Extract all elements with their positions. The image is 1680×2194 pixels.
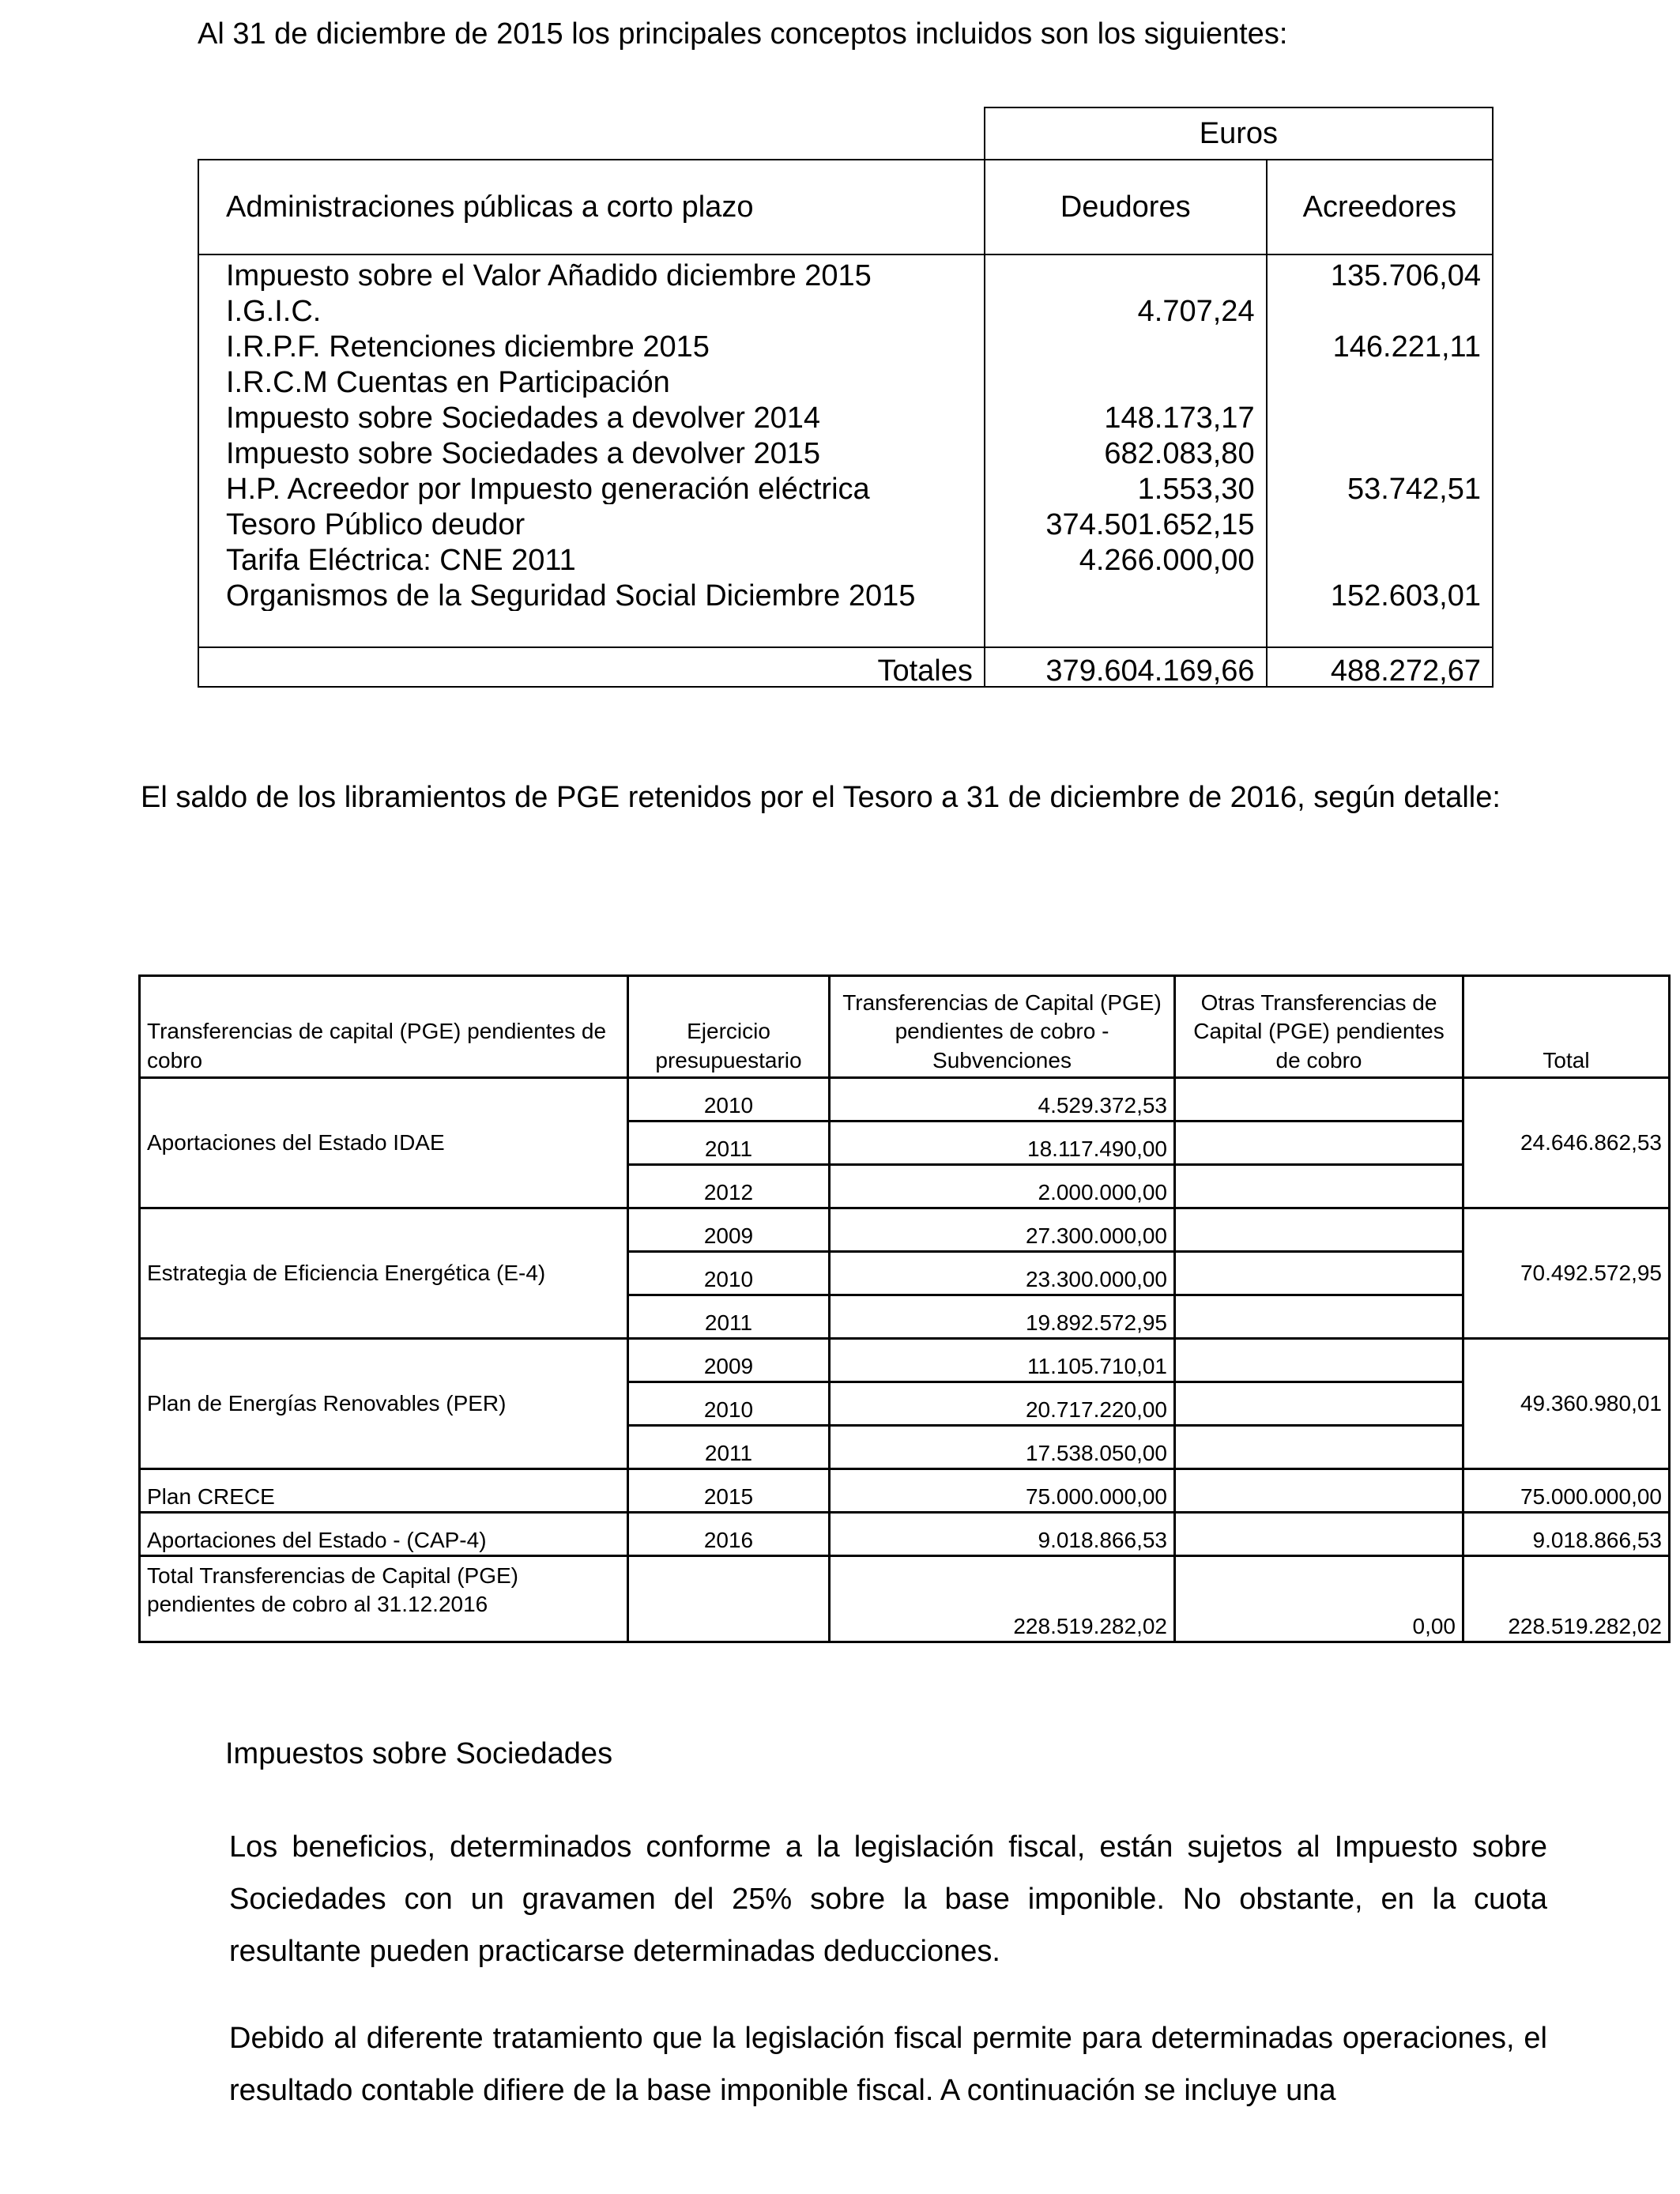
subsidy-amount: 17.538.050,00 xyxy=(830,1426,1175,1469)
group-concept: Plan de Energías Renovables (PER) xyxy=(140,1339,628,1469)
other-transfer-amount xyxy=(1175,1382,1463,1426)
table1-cell-concept: I.R.P.F. Retenciones diciembre 2015 xyxy=(198,326,985,362)
table1-cell-concept: Impuesto sobre Sociedades a devolver 2015 xyxy=(198,433,985,469)
table1-cell-debit xyxy=(985,575,1267,611)
table1-cell-credit: 135.706,04 xyxy=(1267,254,1493,291)
budget-year: 2012 xyxy=(628,1165,830,1208)
other-transfer-amount xyxy=(1175,1469,1463,1513)
table1-cell-debit: 1.553,30 xyxy=(985,469,1267,504)
table1-currency-header-row xyxy=(198,107,1493,160)
table1-cell-concept: Impuesto sobre el Valor Añadido diciembre 2015 xyxy=(198,254,985,291)
table2-row xyxy=(140,1078,1670,1122)
table1-cell-debit xyxy=(985,326,1267,362)
table1-row xyxy=(198,611,1493,647)
table1-cell-concept: I.G.I.C. xyxy=(198,291,985,326)
column-header-concept: Administraciones públicas a corto plazo xyxy=(198,160,985,254)
table1-cell-concept: Impuesto sobre Sociedades a devolver 2014 xyxy=(198,398,985,433)
table1-row xyxy=(198,575,1493,611)
paragraph-2: Debido al diferente tratamiento que la legislación fiscal permite para determinadas operaciones, el resultado contable difiere de la base imponible fiscal. A continuación se incluye una xyxy=(229,2022,1547,2107)
table1-cell-concept: I.R.C.M Cuentas en Participación xyxy=(198,362,985,398)
table1-cell-credit xyxy=(1267,398,1493,433)
group-total: 49.360.980,01 xyxy=(1463,1339,1670,1469)
public-administrations-table xyxy=(198,107,1494,688)
subsidy-amount: 11.105.710,01 xyxy=(830,1339,1175,1382)
budget-year: 2011 xyxy=(628,1426,830,1469)
table1-row xyxy=(198,254,1493,291)
totals-label: Totales xyxy=(198,647,985,687)
table1-cell-credit xyxy=(1267,504,1493,540)
table1-cell-debit: 4.707,24 xyxy=(985,291,1267,326)
total-row-total: 228.519.282,02 xyxy=(1463,1556,1670,1642)
other-transfer-amount xyxy=(1175,1208,1463,1252)
budget-year: 2010 xyxy=(628,1078,830,1122)
budget-year: 2015 xyxy=(628,1469,830,1513)
header-subsidies: Transferencias de Capital (PGE) pendientes de cobro - Subvenciones xyxy=(830,976,1175,1078)
budget-year: 2010 xyxy=(628,1382,830,1426)
table1-cell-credit xyxy=(1267,433,1493,469)
table1-row xyxy=(198,398,1493,433)
group-total: 70.492.572,95 xyxy=(1463,1208,1670,1339)
other-transfer-amount xyxy=(1175,1339,1463,1382)
table1-cell-debit: 148.173,17 xyxy=(985,398,1267,433)
table1-cell-debit: 374.501.652,15 xyxy=(985,504,1267,540)
table1-cell-debit: 682.083,80 xyxy=(985,433,1267,469)
table1-cell-credit xyxy=(1267,362,1493,398)
subsidy-amount: 2.000.000,00 xyxy=(830,1165,1175,1208)
table2-row xyxy=(140,1469,1670,1513)
total-row-year xyxy=(628,1556,830,1642)
intro-paragraph-1: Al 31 de diciembre de 2015 los principales conceptos incluidos son los siguientes: xyxy=(198,17,1288,51)
table1-row xyxy=(198,504,1493,540)
total-debit: 379.604.169,66 xyxy=(985,647,1267,687)
budget-year: 2011 xyxy=(628,1122,830,1165)
budget-year: 2016 xyxy=(628,1513,830,1556)
table1-cell-credit: 146.221,11 xyxy=(1267,326,1493,362)
table1-row xyxy=(198,291,1493,326)
group-concept: Plan CRECE xyxy=(140,1469,628,1513)
budget-year: 2009 xyxy=(628,1208,830,1252)
currency-header: Euros xyxy=(985,107,1493,160)
total-row-other: 0,00 xyxy=(1175,1556,1463,1642)
capital-transfers-table xyxy=(138,974,1671,1643)
table2-row xyxy=(140,1208,1670,1252)
subsidy-amount: 18.117.490,00 xyxy=(830,1122,1175,1165)
table1-cell-concept: Tarifa Eléctrica: CNE 2011 xyxy=(198,540,985,575)
other-transfer-amount xyxy=(1175,1295,1463,1339)
paragraph-1: Los beneficios, determinados conforme a la legislación fiscal, están sujetos al Impuesto sobre Sociedades con un gravamen del 25% sobre la base imponible. No obstante, en la cuota resultante pueden practicarse determinadas deducciones. xyxy=(229,1830,1547,1968)
intro-paragraph-2: El saldo de los libramientos de PGE retenidos por el Tesoro a 31 de diciembre de 2016, según detalle: xyxy=(141,781,1501,814)
table1-row xyxy=(198,433,1493,469)
group-total: 24.646.862,53 xyxy=(1463,1078,1670,1208)
subsidy-amount: 23.300.000,00 xyxy=(830,1252,1175,1295)
table1-cell-debit xyxy=(985,254,1267,291)
table1-cell-credit xyxy=(1267,540,1493,575)
table1-cell-concept: Tesoro Público deudor xyxy=(198,504,985,540)
table1-cell-debit: 4.266.000,00 xyxy=(985,540,1267,575)
header-year: Ejercicio presupuestario xyxy=(628,976,830,1078)
table1-cell-debit xyxy=(985,611,1267,647)
group-concept: Estrategia de Eficiencia Energética (E-4) xyxy=(140,1208,628,1339)
table2-row xyxy=(140,1513,1670,1556)
total-row-label: Total Transferencias de Capital (PGE) pendientes de cobro al 31.12.2016 xyxy=(140,1556,628,1642)
table2-header-row xyxy=(140,976,1670,1078)
table2-row xyxy=(140,1339,1670,1382)
total-row-subsidies: 228.519.282,02 xyxy=(830,1556,1175,1642)
other-transfer-amount xyxy=(1175,1513,1463,1556)
table1-cell-credit xyxy=(1267,611,1493,647)
group-total: 75.000.000,00 xyxy=(1463,1469,1670,1513)
table1-row xyxy=(198,540,1493,575)
table2-total-row xyxy=(140,1556,1670,1642)
header-total: Total xyxy=(1463,976,1670,1078)
table1-totals-row xyxy=(198,647,1493,687)
subsidy-amount: 4.529.372,53 xyxy=(830,1078,1175,1122)
table1-cell-concept: H.P. Acreedor por Impuesto generación eléctrica xyxy=(198,469,985,504)
table1-cell-credit: 152.603,01 xyxy=(1267,575,1493,611)
other-transfer-amount xyxy=(1175,1122,1463,1165)
subsidy-amount: 19.892.572,95 xyxy=(830,1295,1175,1339)
header-concept: Transferencias de capital (PGE) pendientes de cobro xyxy=(140,976,628,1078)
group-concept: Aportaciones del Estado IDAE xyxy=(140,1078,628,1208)
group-total: 9.018.866,53 xyxy=(1463,1513,1670,1556)
section-title: Impuestos sobre Sociedades xyxy=(225,1737,613,1770)
table1-row xyxy=(198,469,1493,504)
table1-row xyxy=(198,362,1493,398)
other-transfer-amount xyxy=(1175,1252,1463,1295)
table1-cell-credit: 53.742,51 xyxy=(1267,469,1493,504)
other-transfer-amount xyxy=(1175,1165,1463,1208)
other-transfer-amount xyxy=(1175,1426,1463,1469)
other-transfer-amount xyxy=(1175,1078,1463,1122)
subsidy-amount: 27.300.000,00 xyxy=(830,1208,1175,1252)
budget-year: 2009 xyxy=(628,1339,830,1382)
group-concept: Aportaciones del Estado - (CAP-4) xyxy=(140,1513,628,1556)
column-header-debit: Deudores xyxy=(985,160,1267,254)
subsidy-amount: 20.717.220,00 xyxy=(830,1382,1175,1426)
subsidy-amount: 9.018.866,53 xyxy=(830,1513,1175,1556)
total-credit: 488.272,67 xyxy=(1267,647,1493,687)
header-other: Otras Transferencias de Capital (PGE) pendientes de cobro xyxy=(1175,976,1463,1078)
table1-cell-debit xyxy=(985,362,1267,398)
budget-year: 2010 xyxy=(628,1252,830,1295)
column-header-credit: Acreedores xyxy=(1267,160,1493,254)
table1-cell-concept xyxy=(198,611,985,647)
table1-cell-concept: Organismos de la Seguridad Social Diciembre 2015 xyxy=(198,575,985,611)
table1-cell-credit xyxy=(1267,291,1493,326)
subsidy-amount: 75.000.000,00 xyxy=(830,1469,1175,1513)
budget-year: 2011 xyxy=(628,1295,830,1339)
table1-row xyxy=(198,326,1493,362)
table1-column-header-row xyxy=(198,160,1493,254)
